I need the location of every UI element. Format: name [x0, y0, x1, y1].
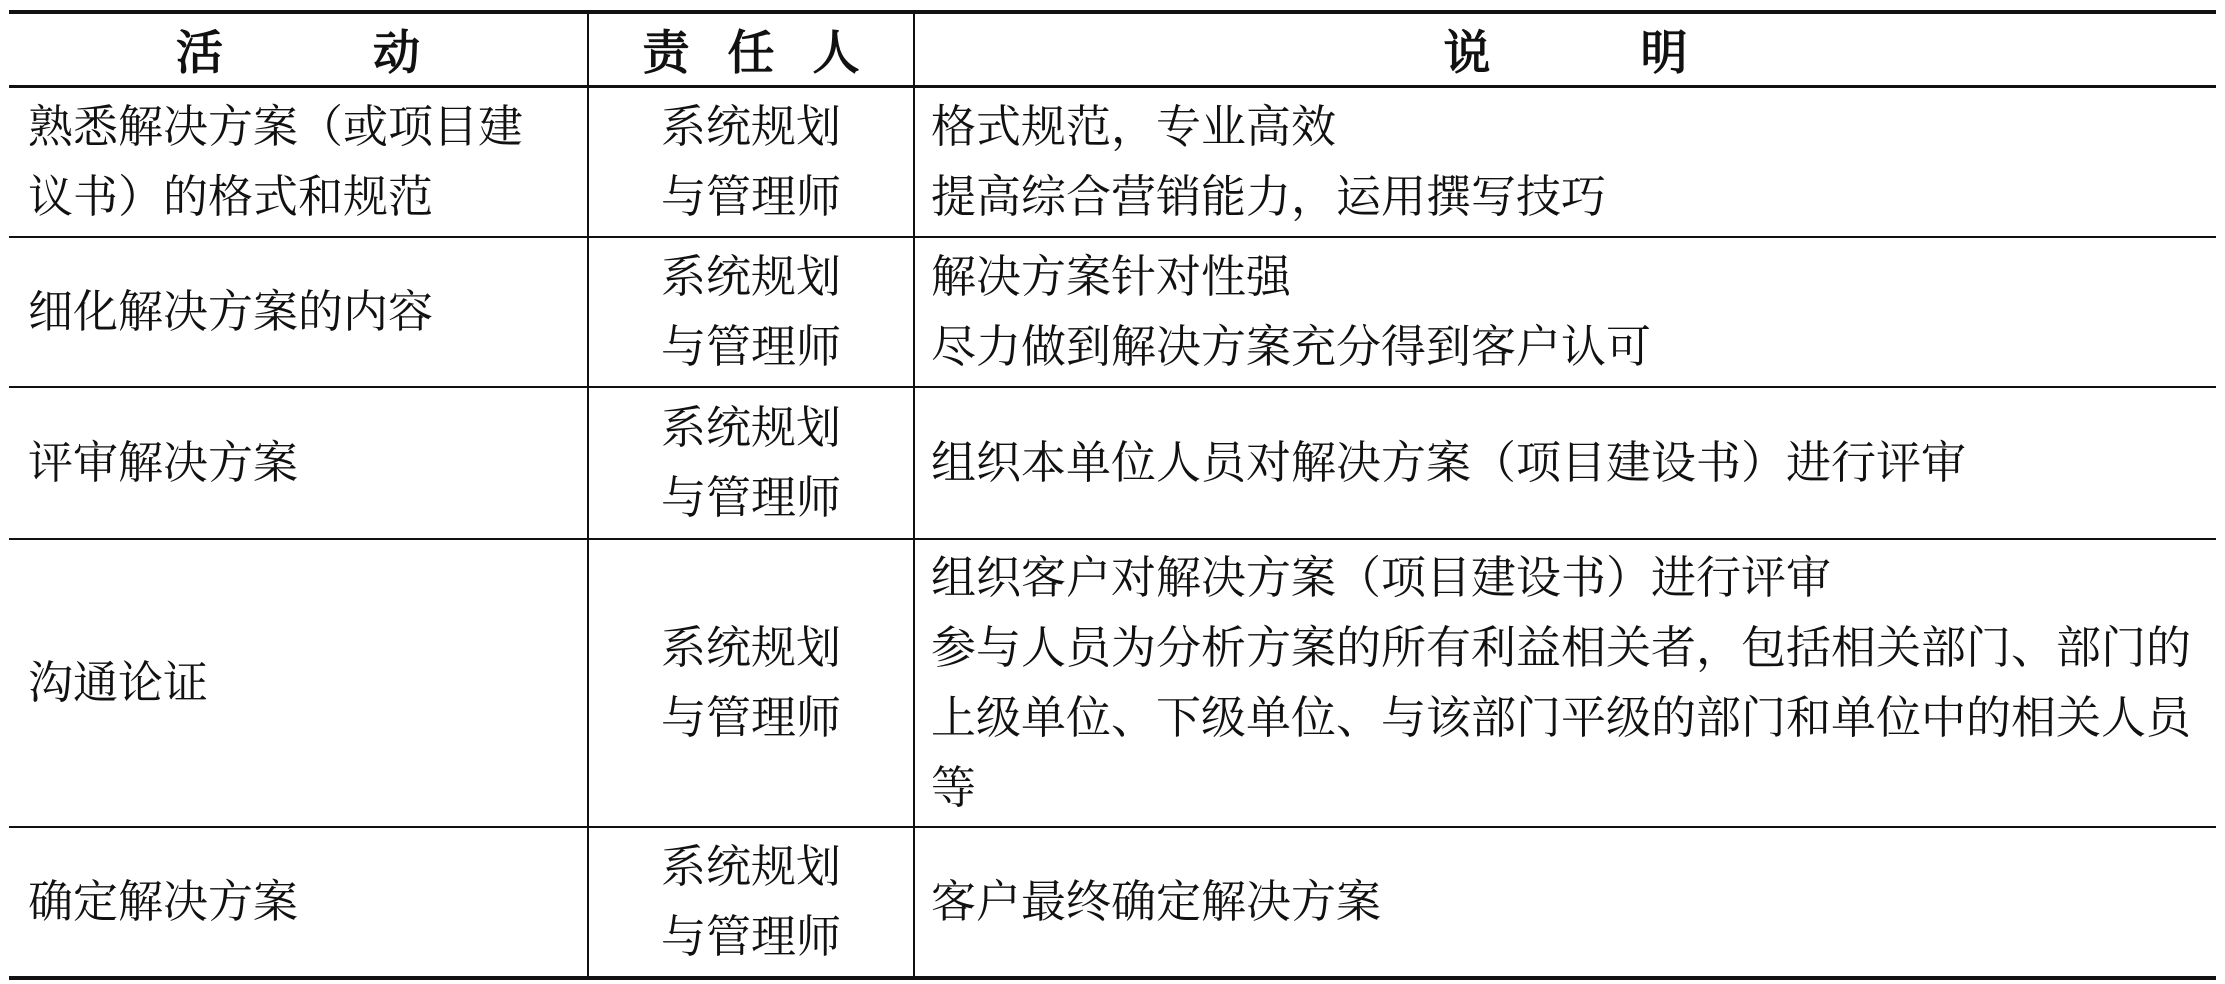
- description-text: 格式规范，专业高效: [931, 100, 1337, 153]
- activity-text: 议书）的格式和规范: [28, 170, 434, 223]
- description-text: 客户最终确定解决方案: [931, 875, 1382, 928]
- description-cell: [914, 87, 2216, 238]
- owner-cell: [588, 237, 914, 387]
- owner-text: 系统规划: [660, 621, 841, 674]
- activity-text: 沟通论证: [28, 656, 209, 709]
- activity-text: 评审解决方案: [28, 436, 299, 489]
- description-text: 解决方案针对性强: [931, 250, 1292, 303]
- owner-text: 与管理师: [660, 471, 841, 524]
- table-row: [9, 237, 2216, 387]
- description-cell: [914, 237, 2216, 387]
- header-description: 说明: [914, 12, 2216, 87]
- activity-table: [9, 10, 2216, 980]
- table-row: [9, 539, 2216, 827]
- description-cell: [914, 827, 2216, 978]
- description-cell: [914, 387, 2216, 539]
- owner-cell: [588, 87, 914, 238]
- owner-text: 系统规划: [660, 250, 841, 303]
- owner-text: 与管理师: [660, 691, 841, 744]
- table-header-row: [9, 12, 2216, 87]
- table-row: [9, 827, 2216, 978]
- owner-cell: [588, 387, 914, 539]
- table-row: [9, 87, 2216, 238]
- activity-cell: [9, 87, 588, 238]
- header-owner: 责任人: [588, 12, 914, 87]
- description-text: 提高综合营销能力，运用撰写技巧: [931, 170, 1607, 223]
- owner-text: 系统规划: [660, 401, 841, 454]
- activity-text: 确定解决方案: [28, 875, 299, 928]
- owner-text: 与管理师: [660, 910, 841, 963]
- activity-cell: [9, 387, 588, 539]
- description-text: 尽力做到解决方案充分得到客户认可: [931, 320, 1652, 373]
- activity-text: 熟悉解决方案（或项目建: [28, 100, 524, 153]
- owner-cell: [588, 539, 914, 827]
- owner-text: 与管理师: [660, 320, 841, 373]
- description-text: 参与人员为分析方案的所有利益相关者，包括相关部门、部门的上级单位、下级单位、与该部门平级的部门和单位中的相关人员等: [931, 621, 2192, 814]
- table-row: [9, 387, 2216, 539]
- description-text: 组织本单位人员对解决方案（项目建设书）进行评审: [931, 436, 1967, 489]
- owner-cell: [588, 827, 914, 978]
- description-text: 组织客户对解决方案（项目建设书）进行评审: [931, 551, 1832, 604]
- owner-text: 与管理师: [660, 170, 841, 223]
- activity-cell: [9, 827, 588, 978]
- header-activity: 活动: [9, 12, 588, 87]
- owner-text: 系统规划: [660, 100, 841, 153]
- activity-cell: [9, 539, 588, 827]
- activity-text: 细化解决方案的内容: [28, 285, 434, 338]
- description-cell: [914, 539, 2216, 827]
- owner-text: 系统规划: [660, 840, 841, 893]
- activity-cell: [9, 237, 588, 387]
